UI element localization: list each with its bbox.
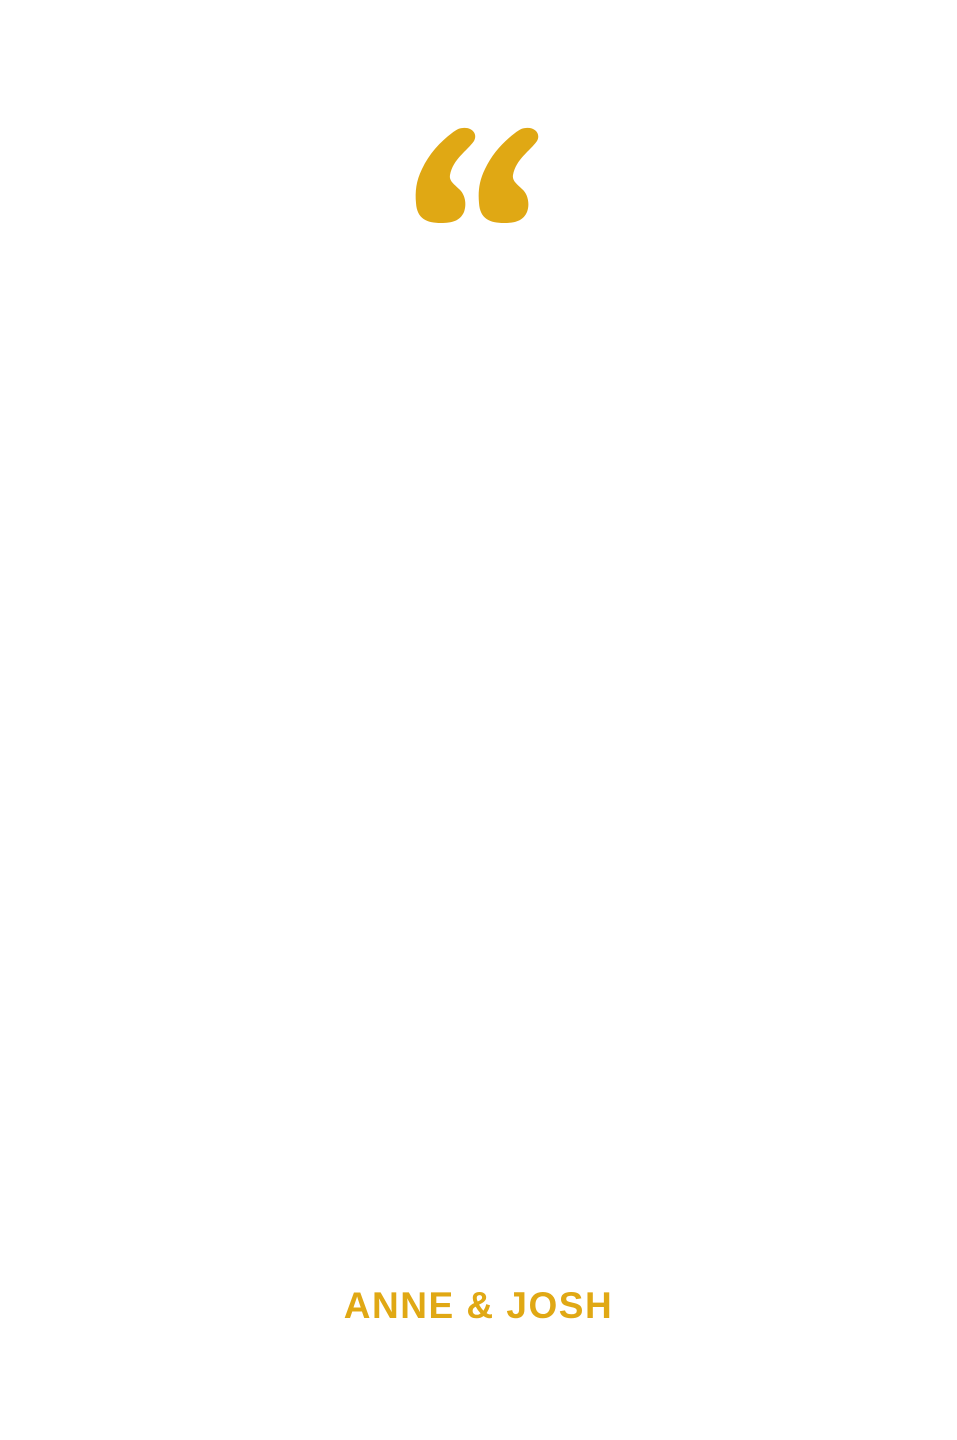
testimonial-author: ANNE & JOSH	[343, 1285, 614, 1326]
quote-text-area	[80, 280, 877, 1220]
quote-open-icon	[414, 126, 540, 224]
